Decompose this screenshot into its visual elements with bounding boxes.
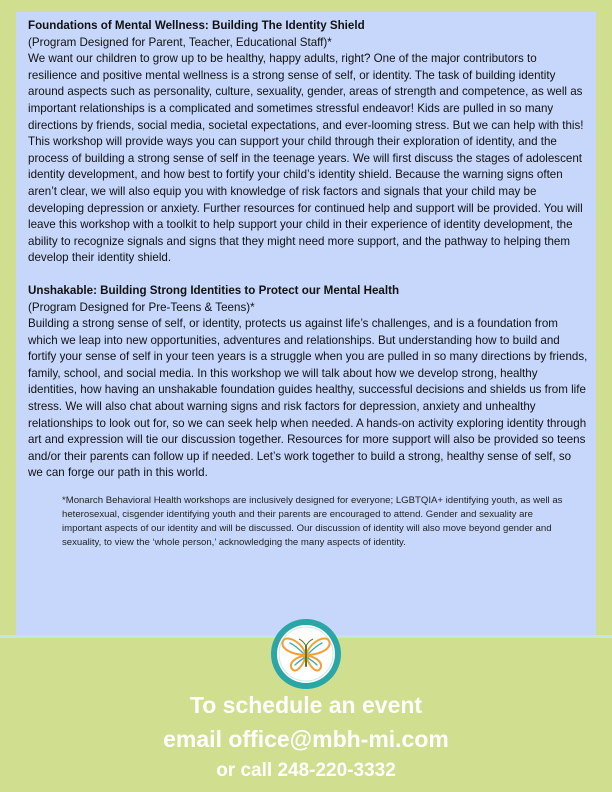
section2-audience: (Program Designed for Pre-Teens & Teens)* [28,300,255,314]
footnote: *Monarch Behavioral Health workshops are inclusively designed for everyone; LGBTQIA+ identifying youth, as well as heterosexual, cisgender identifying youth and their parents are encouraged to attend. Gender and sexuality are important aspects of our identity and will be discussed. Our discussion of identity will also move beyond gender and sexuality, to view the ‘whole person,’ acknowledging the many aspects of identity. [62,495,563,548]
section1-title: Foundations of Mental Wellness: Building The Identity Shield [28,19,365,32]
content [28,18,588,550]
section2-title: Unshakable: Building Strong Identities to Protect our Mental Health [28,283,400,297]
section-unshakable [28,283,588,482]
cta-email[interactable]: email office@mbh-mi.com [163,726,449,752]
section1-audience: (Program Designed for Parent, Teacher, Educational Staff)* [28,35,332,49]
cta-phone[interactable]: or call 248-220-3332 [216,760,396,781]
cta-schedule: To schedule an event [189,692,423,718]
section1-body: We want our children to grow up to be healthy, happy adults, right? One of the major contributors to resilience and positive mental wellness is a strong sense of self, or identity. The task of building identity around aspects such as personality, culture, sexuality, gender, areas of strength and competence, as well as important relationships is a complicated and sometimes stressful endeavor! Kids are pulled in so many directions by friends, social media, societal expectations, and ever-looming stress. But we can help with this! This workshop will provide ways you can support your child through their exploration of identity, and the process of building a strong sense of self in the teenage years. We will first discuss the stages of adolescent identity development, and how best to fortify your child’s identity shield. Because the warning signs often aren’t clear, we will also equip you with knowledge of risk factors and signals that your child may be developing depression or anxiety. Further resources for continued help and support will be provided. You will leave this workshop with a toolkit to help support your child in their experience of identity development, the ability to recognize signals and signs that they might need more support, and the pathway to helping them develop their identity shield. [28,52,584,265]
butterfly-icon [268,616,344,692]
section-identity-shield [28,18,588,267]
section2-body: Building a strong sense of self, or identity, protects us against life’s challenges, and is a foundation from which we leap into new opportunities, adventures and relationships. But understanding how to build and fortify your sense of self in your teen years is a struggle when you are pulled in so many directions by friends, family, school, and social media. In this workshop we will talk about how we develop strong, healthy identities, how having an unshakable foundation guides healthy, successful decisions and shields us from life stress. We will also chat about warning signs and risk factors for depression, anxiety and unhealthy relationships to look out for, so we can seek help when needed. A hands-on activity exploring identity through art and expression will tie our discussion together. Resources for more support will also be provided so teens and/or their parents can follow up if needed. Let’s work together to build a strong, healthy sense of self, so we can forge our path in this world. [28,317,588,480]
content-panel [16,12,596,635]
